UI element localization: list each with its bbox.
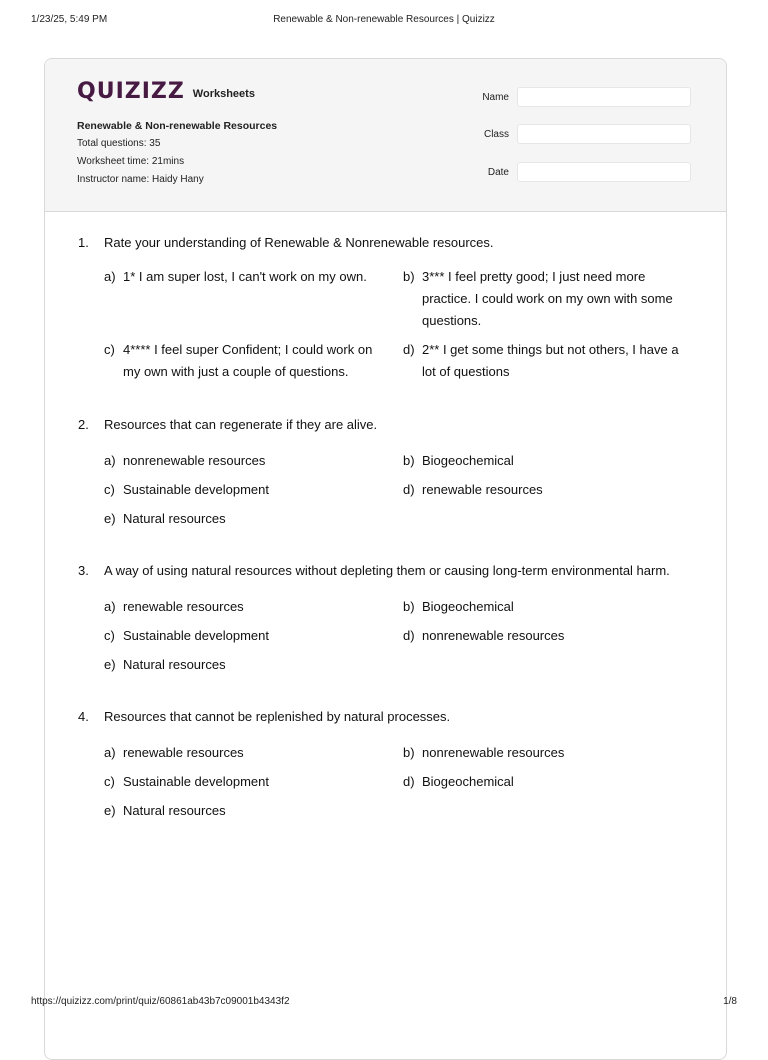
option-text: nonrenewable resources — [422, 745, 565, 760]
option-letter: c) — [104, 482, 115, 497]
option-letter: e) — [104, 511, 116, 526]
option-a[interactable] — [104, 596, 384, 618]
option-c[interactable] — [104, 625, 384, 647]
worksheet-title: Renewable & Non-renewable Resources — [77, 120, 278, 132]
option-text: renewable resources — [123, 745, 244, 760]
worksheet-time: Worksheet time: 21mins — [77, 156, 185, 167]
date-label: Date — [487, 167, 509, 178]
option-letter: c) — [104, 774, 115, 789]
option-letter: b) — [403, 745, 415, 760]
option-letter: b) — [403, 599, 415, 614]
option-letter: d) — [403, 774, 415, 789]
option-letter: a) — [104, 453, 116, 468]
total-questions: Total questions: 35 — [77, 138, 161, 149]
option-text: nonrenewable resources — [422, 628, 565, 643]
option-text: Natural resources — [123, 803, 226, 818]
date-field[interactable] — [517, 162, 691, 182]
option-letter: a) — [104, 745, 116, 760]
option-c[interactable] — [104, 771, 384, 793]
option-d[interactable] — [403, 339, 688, 383]
option-c[interactable] — [104, 339, 384, 383]
worksheet-sheet — [44, 58, 727, 1060]
question-number: 3. — [78, 563, 89, 578]
option-text: Biogeochemical — [422, 599, 514, 614]
option-text: Biogeochemical — [422, 774, 514, 789]
option-letter: d) — [403, 482, 415, 497]
logo-subtitle: Worksheets — [192, 87, 255, 100]
option-letter: c) — [104, 628, 115, 643]
option-letter: e) — [104, 657, 116, 672]
print-footer — [0, 996, 768, 1016]
option-e[interactable] — [104, 654, 384, 676]
option-b[interactable] — [403, 596, 688, 618]
option-b[interactable] — [403, 450, 688, 472]
class-label: Class — [483, 129, 509, 140]
question-number: 2. — [78, 417, 89, 432]
option-text: nonrenewable resources — [123, 453, 266, 468]
option-letter: d) — [403, 628, 415, 643]
option-text: renewable resources — [123, 599, 244, 614]
option-text: 2** I get some things but not others, I have a lot of questions — [422, 342, 679, 379]
worksheet-header — [45, 59, 726, 212]
option-text: 3*** I feel pretty good; I just need more practice. I could work on my own with some questions. — [422, 269, 673, 328]
option-text: Sustainable development — [123, 628, 269, 643]
class-field[interactable] — [517, 124, 691, 144]
option-a[interactable] — [104, 742, 384, 764]
option-a[interactable] — [104, 450, 384, 472]
option-text: Sustainable development — [123, 482, 269, 497]
option-d[interactable] — [403, 625, 688, 647]
option-letter: b) — [403, 269, 415, 284]
option-d[interactable] — [403, 771, 688, 793]
option-text: Biogeochemical — [422, 453, 514, 468]
quizizz-logo — [77, 79, 255, 104]
print-page-title: Renewable & Non-renewable Resources | Quizizz — [273, 14, 495, 25]
option-letter: a) — [104, 269, 116, 284]
print-datetime: 1/23/25, 5:49 PM — [31, 14, 108, 25]
option-text: Natural resources — [123, 511, 226, 526]
option-letter: b) — [403, 453, 415, 468]
print-header — [0, 14, 768, 34]
instructor-name: Instructor name: Haidy Hany — [77, 174, 204, 185]
option-text: 1* I am super lost, I can't work on my own. — [123, 269, 367, 284]
option-letter: d) — [403, 342, 415, 357]
question-text: Resources that can regenerate if they are alive. — [104, 417, 378, 432]
question-text: Resources that cannot be replenished by natural processes. — [104, 709, 451, 724]
logo-wordmark: QUIZIZZ — [77, 79, 185, 104]
question-number: 4. — [78, 709, 89, 724]
page-number: 1/8 — [723, 996, 737, 1007]
name-label: Name — [482, 92, 509, 103]
option-letter: e) — [104, 803, 116, 818]
option-e[interactable] — [104, 508, 384, 530]
name-field[interactable] — [517, 87, 691, 107]
option-text: Natural resources — [123, 657, 226, 672]
option-text: Sustainable development — [123, 774, 269, 789]
print-url[interactable]: https://quizizz.com/print/quiz/60861ab43b7c09001b4343f2 — [31, 996, 290, 1007]
question-text: Rate your understanding of Renewable & Nonrenewable resources. — [104, 235, 494, 250]
option-c[interactable] — [104, 479, 384, 501]
option-text: renewable resources — [422, 482, 543, 497]
question-text: A way of using natural resources without depleting them or causing long-term environmental harm. — [104, 563, 670, 578]
option-text: 4**** I feel super Confident; I could work on my own with just a couple of questions. — [123, 342, 373, 379]
option-e[interactable] — [104, 800, 384, 822]
option-b[interactable] — [403, 742, 688, 764]
option-letter: a) — [104, 599, 116, 614]
option-letter: c) — [104, 342, 115, 357]
option-d[interactable] — [403, 479, 688, 501]
option-b[interactable] — [403, 266, 688, 332]
question-number: 1. — [78, 235, 89, 250]
option-a[interactable] — [104, 266, 384, 288]
